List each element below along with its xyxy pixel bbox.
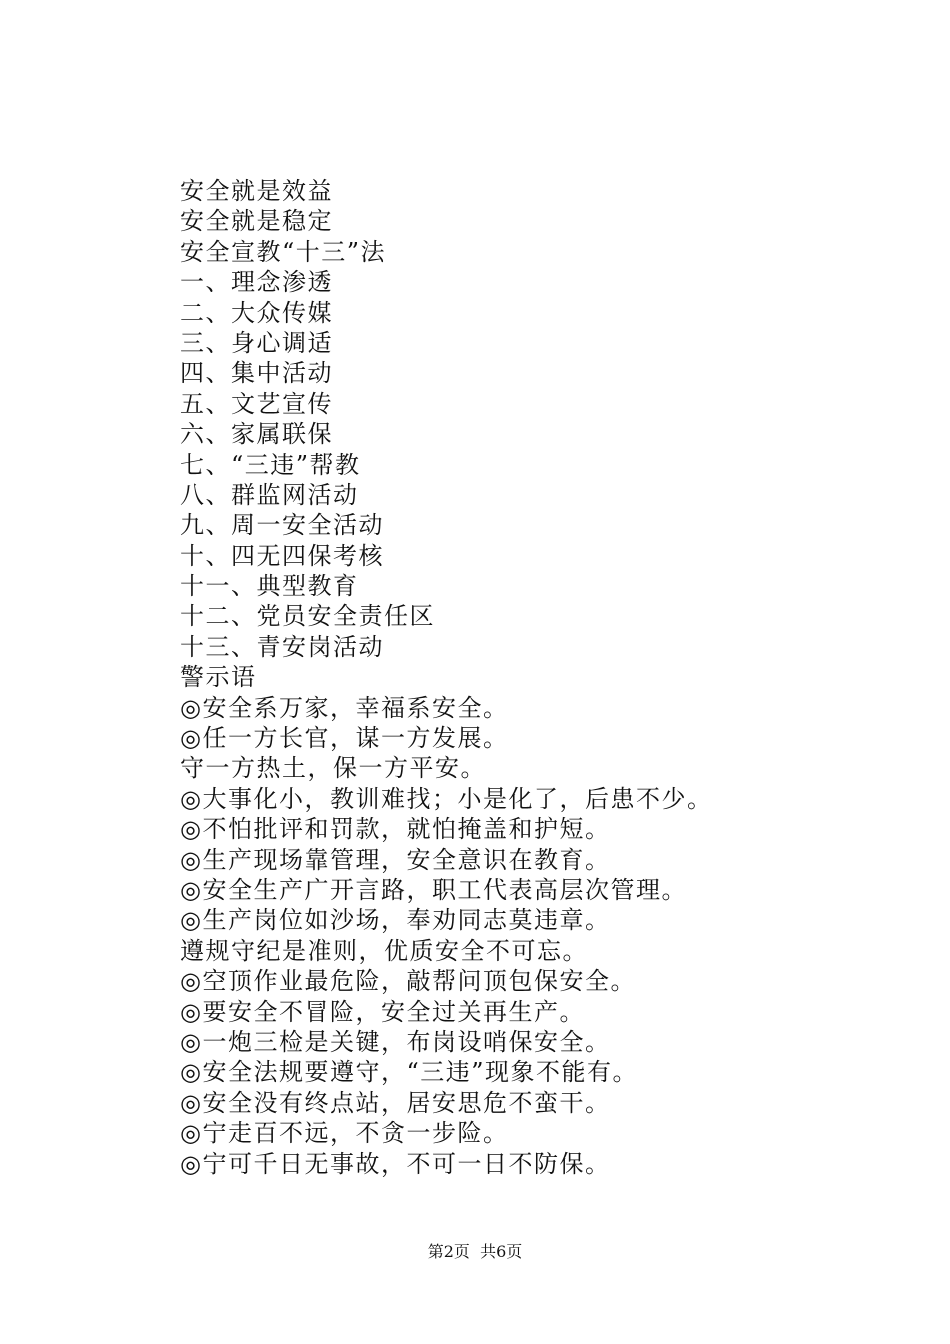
- slogan-line: ◎大事化小，教训难找；小是化了，后患不少。: [180, 784, 713, 813]
- slogan-line: ◎生产现场靠管理，安全意识在教育。: [180, 845, 611, 874]
- slogan-line: ◎不怕批评和罚款，就怕掩盖和护短。: [180, 815, 611, 844]
- text-line: 安全就是稳定: [180, 207, 333, 236]
- list-item: 九、周一安全活动: [180, 511, 384, 540]
- slogan-line: ◎宁走百不远，不贪一步险。: [180, 1119, 509, 1148]
- slogan-line: ◎安全法规要遵守，“三违”现象不能有。: [180, 1058, 638, 1087]
- slogan-line: ◎安全生产广开言路，职工代表高层次管理。: [180, 875, 687, 904]
- list-item: 十三、青安岗活动: [180, 632, 384, 661]
- document-body: [180, 176, 900, 1179]
- text-line: 安全就是效益: [180, 177, 333, 205]
- slogan-line: 遵规守纪是准则，优质安全不可忘。: [180, 936, 588, 965]
- list-item: 七、“三违”帮教: [180, 450, 361, 479]
- slogan-line: ◎空顶作业最危险，敲帮问顶包保安全。: [180, 967, 636, 996]
- list-item: 四、集中活动: [180, 359, 333, 388]
- list-item: 二、大众传媒: [180, 298, 333, 327]
- list-item: 一、理念渗透: [180, 268, 333, 297]
- list-item: 十、四无四保考核: [180, 541, 384, 570]
- list-item: 十一、典型教育: [180, 572, 359, 601]
- section-heading: 警示语: [180, 663, 257, 692]
- slogan-line: ◎安全系万家，幸福系安全。: [180, 693, 509, 722]
- slogan-line: ◎要安全不冒险，安全过关再生产。: [180, 997, 585, 1026]
- slogan-line: ◎任一方长官，谋一方发展。: [180, 724, 509, 753]
- page-number: 第2页 共6页: [427, 1242, 523, 1261]
- slogan-line: 守一方热土，保一方平安。: [180, 754, 486, 783]
- section-heading: 安全宣教“十三”法: [180, 237, 387, 266]
- list-item: 十二、党员安全责任区: [180, 602, 435, 631]
- list-item: 六、家属联保: [180, 420, 333, 449]
- slogan-line: ◎安全没有终点站，居安思危不蛮干。: [180, 1088, 611, 1117]
- slogan-line: ◎生产岗位如沙场，奉劝同志莫违章。: [180, 906, 611, 935]
- slogan-line: ◎宁可千日无事故，不可一日不防保。: [180, 1149, 611, 1178]
- slogan-line: ◎一炮三检是关键，布岗设哨保安全。: [180, 1027, 611, 1056]
- list-item: 八、群监网活动: [180, 480, 359, 509]
- list-item: 五、文艺宣传: [180, 389, 333, 418]
- list-item: 三、身心调适: [180, 328, 333, 357]
